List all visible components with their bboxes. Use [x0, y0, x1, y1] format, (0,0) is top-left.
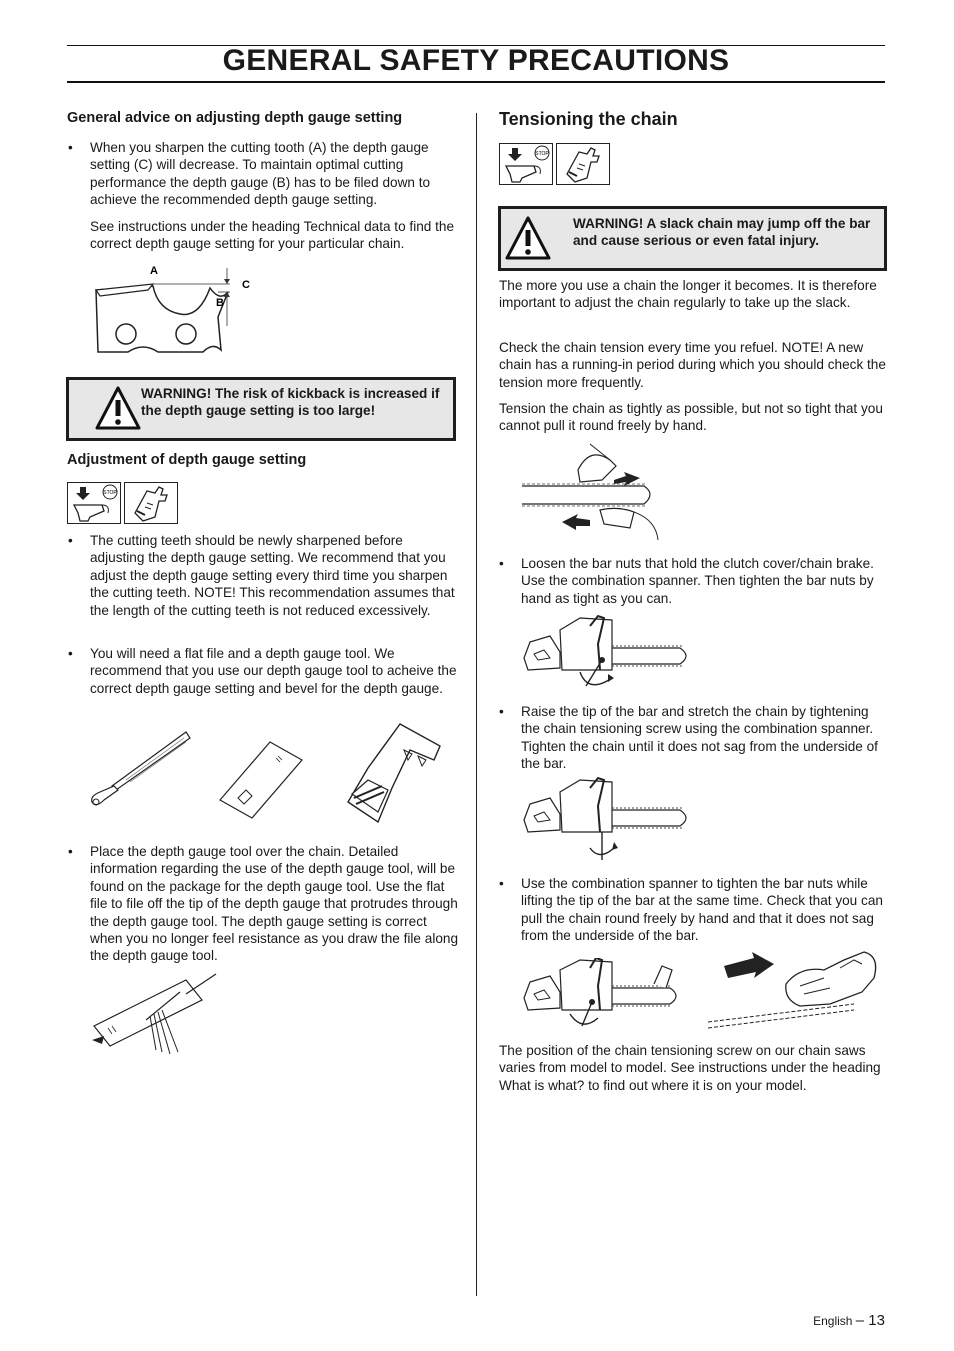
- page-footer: [813, 1312, 885, 1329]
- gloved-hand-pulling-chain-illustration: [704, 948, 884, 1032]
- footer-language: English: [813, 1314, 853, 1328]
- paragraph: See instructions under the heading Technical data to find the correct depth gauge setting for your particular chain.: [90, 219, 455, 252]
- bullet-item: • When you sharpen the cutting tooth (A) the depth gauge setting (C) will decrease. To maintain optimal cutting performance the depth gauge (B) has to be filed down to achieve the recommended depth gauge setting.: [68, 140, 431, 208]
- flat-file-illustration: [86, 728, 194, 812]
- bullet-item: • Raise the tip of the bar and stretch the chain by tightening the chain tensioning screw using the combination spanner. Tighten the chain until it does not sag from the underside of the bar.: [499, 704, 878, 772]
- chainsaw-loosen-bar-nuts-illustration: [520, 614, 696, 694]
- page-number: – 13: [855, 1312, 885, 1329]
- bullet-item: • Loosen the bar nuts that hold the clutch cover/chain brake. Use the combination spanner. Then tighten the bar nuts by hand as tight as you can.: [499, 556, 874, 606]
- warning-triangle-icon: [505, 215, 551, 261]
- bullet-text: When you sharpen the cutting tooth (A) the depth gauge setting (C) will decrease. To maintain optimal cutting performance the depth gauge (B) has to be filed down to achieve the recommended depth gauge setting.: [90, 140, 431, 208]
- stop-engine-icon: [67, 482, 121, 524]
- figure-label-b: B: [216, 297, 224, 309]
- paragraph: Check the chain tension every time you refuel. NOTE! A new chain has a running-in period during which you should check the tension more frequently.: [499, 340, 886, 390]
- protective-gloves-icon: [556, 143, 610, 185]
- depth-gauge-plate-illustration: [218, 738, 304, 822]
- paragraph: Tension the chain as tightly as possible, but not so tight that you cannot pull it round freely by hand.: [499, 401, 883, 434]
- cutting-tooth-diagram: [88, 262, 268, 360]
- bullet-text: Use the combination spanner to tighten the bar nuts while lifting the tip of the bar at the same time. Check that you can pull the chain round freely by hand and that it does not sag from the underside of the bar.: [521, 876, 883, 944]
- bullet-item: • Use the combination spanner to tighten the bar nuts while lifting the tip of the bar at the same time. Check that you can pull the chain round freely by hand and that it does not sag from the underside of the bar.: [499, 876, 883, 944]
- paragraph: The position of the chain tensioning screw on our chain saws varies from model to model. See instructions under the heading What is what? to find out where it is on your model.: [499, 1043, 881, 1093]
- bullet-item: • The cutting teeth should be newly sharpened before adjusting the depth gauge setting. We recommend that you adjust the depth gauge setting every third time you sharpen the cutting teeth. NOTE! This recommendation assumes that the length of the cutting teeth is not reduced excessively.: [68, 533, 455, 618]
- chainsaw-tensioning-screw-illustration: [520, 776, 696, 864]
- bullet-text: The cutting teeth should be newly sharpened before adjusting the depth gauge setting. We recommend that you adjust the depth gauge setting every third time you sharpen the cutting teeth. NOTE! This recommendation assumes that the length of the cutting teeth is not reduced excessively.: [90, 533, 455, 618]
- stop-label: STOP: [535, 151, 549, 157]
- figure-label-a: A: [150, 265, 158, 277]
- figure-label-c: C: [242, 279, 250, 291]
- bullet-text: Raise the tip of the bar and stretch the chain by tightening the chain tensioning screw using the combination spanner. Tighten the chain until it does not sag from the underside of the bar.: [521, 704, 878, 772]
- bullet-text: Loosen the bar nuts that hold the clutch cover/chain brake. Use the combination spanner. Then tighten the bar nuts by hand as tight as you can.: [521, 556, 874, 606]
- warning-text: WARNING! A slack chain may jump off the bar and cause serious or even fatal injury.: [573, 216, 871, 249]
- warning-box-kickback: [66, 377, 456, 441]
- depth-gauge-tool-illustration: [338, 720, 444, 830]
- section-heading-depth-gauge-adjustment: Adjustment of depth gauge setting: [67, 452, 307, 468]
- bullet-item: • Place the depth gauge tool over the chain. Detailed information regarding the use of the depth gauge tool, will be found on the package for the depth gauge tool. Use the flat file to file off the tip of the depth gauge that protrudes through the depth gauge tool. The depth gauge setting is correct when you no longer feel resistance as you draw the file along the depth gauge tool.: [68, 844, 459, 964]
- pulling-chain-by-hand-illustration: [518, 440, 668, 544]
- column-divider: [476, 113, 477, 1296]
- protective-gloves-icon: [124, 482, 178, 524]
- header-rule-bottom: [67, 81, 885, 83]
- bullet-item: • You will need a flat file and a depth gauge tool. We recommend that you use our depth gauge tool to acheive the correct depth gauge setting and bevel for the depth gauge.: [68, 646, 457, 696]
- paragraph: The more you use a chain the longer it becomes. It is therefore important to adjust the chain regularly to take up the slack.: [499, 278, 877, 311]
- page-title: GENERAL SAFETY PRECAUTIONS: [222, 44, 730, 77]
- warning-text: WARNING! The risk of kickback is increased if the depth gauge setting is too large!: [141, 386, 440, 419]
- bullet-text: Place the depth gauge tool over the chain. Detailed information regarding the use of the depth gauge tool, will be found on the package for the depth gauge tool. Use the flat file to file off the tip of the depth gauge that protrudes through the depth gauge tool. The depth gauge setting is correct when you no longer feel resistance as you draw the file along the depth gauge tool.: [90, 844, 459, 964]
- filing-depth-gauge-illustration: [90, 970, 220, 1060]
- chainsaw-tighten-bar-nuts-illustration: [520, 958, 696, 1030]
- section-heading-tensioning: Tensioning the chain: [499, 109, 678, 129]
- section-heading-depth-gauge-advice: General advice on adjusting depth gauge setting: [67, 110, 403, 126]
- warning-box-slack-chain: [498, 206, 887, 271]
- bullet-text: You will need a flat file and a depth gauge tool. We recommend that you use our depth gauge tool to acheive the correct depth gauge setting and bevel for the depth gauge.: [90, 646, 457, 696]
- stop-label: STOP: [103, 490, 117, 496]
- stop-engine-icon: [499, 143, 553, 185]
- warning-triangle-icon: [95, 385, 141, 431]
